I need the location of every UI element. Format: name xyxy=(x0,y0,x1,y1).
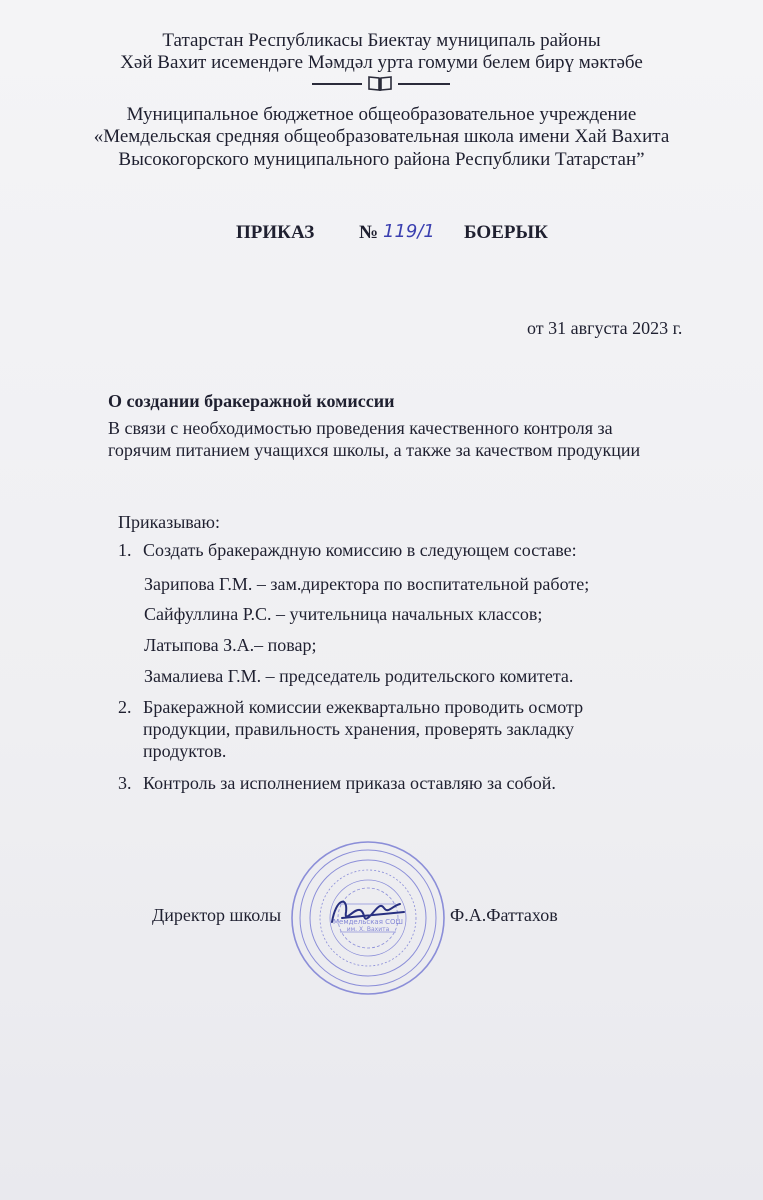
item-3-text: Контроль за исполнением приказа оставляю за собой. xyxy=(143,773,556,793)
official-stamp xyxy=(288,838,448,998)
order-subject: О создании бракеражной комиссии xyxy=(108,391,395,411)
member-3: Латыпова З.А.– повар; xyxy=(144,635,317,655)
item-3-number: 3. xyxy=(118,773,132,793)
member-1: Зарипова Г.М. – зам.директора по воспитательной работе; xyxy=(144,574,590,594)
item-2-text: Бракеражной комиссии ежеквартально проводить осмотр xyxy=(143,697,584,717)
preamble-line-1: В связи с необходимостью проведения качественного контроля за xyxy=(108,418,613,438)
member-2: Сайфуллина Р.С. – учительница начальных классов; xyxy=(144,604,543,624)
svg-text:им. Х. Вахита: им. Х. Вахита xyxy=(346,926,390,933)
header-line-tatar-1: Татарстан Республикасы Биектау муниципаль районы xyxy=(162,30,601,51)
signature-name: Ф.А.Фаттахов xyxy=(450,905,558,925)
order-number-sign: № xyxy=(359,222,379,243)
svg-text:Мемдельская СОШ: Мемдельская СОШ xyxy=(332,918,404,926)
header-line-tatar-2: Хәй Вахит исемендәге Мәмдәл урта гомуми белем бирү мәктәбе xyxy=(120,52,643,73)
header-line-russian-3: Высокогорского муниципального района Республики Татарстан” xyxy=(118,149,645,170)
divider-left-line xyxy=(312,83,362,85)
item-2-cont-2: продуктов. xyxy=(143,741,227,761)
item-2-cont-1: продукции, правильность хранения, проверять закладку xyxy=(143,719,574,739)
item-1-number: 1. xyxy=(118,540,132,560)
preamble-line-2: горячим питанием учащихся школы, а также за качеством продукции xyxy=(108,440,641,460)
header-line-russian-1: Муниципальное бюджетное общеобразовательное учреждение xyxy=(126,104,637,125)
order-label-tatar: БОЕРЫК xyxy=(464,222,548,243)
order-label-russian: ПРИКАЗ xyxy=(236,222,315,243)
order-word: Приказываю: xyxy=(118,512,220,532)
header-line-russian-2: «Мемдельская средняя общеобразовательная школа имени Хай Вахита xyxy=(93,126,670,147)
item-1-text: Создать бракераждную комиссию в следующем составе: xyxy=(143,540,577,560)
order-number-handwritten: 119/1 xyxy=(383,221,435,242)
order-date: от 31 августа 2023 г. xyxy=(527,318,683,338)
signature-position: Директор школы xyxy=(152,905,282,925)
book-icon xyxy=(367,75,393,92)
divider-right-line xyxy=(398,83,450,85)
header-divider xyxy=(0,74,763,94)
item-2-number: 2. xyxy=(118,697,132,717)
member-4: Замалиева Г.М. – председатель родительского комитета. xyxy=(144,666,574,686)
